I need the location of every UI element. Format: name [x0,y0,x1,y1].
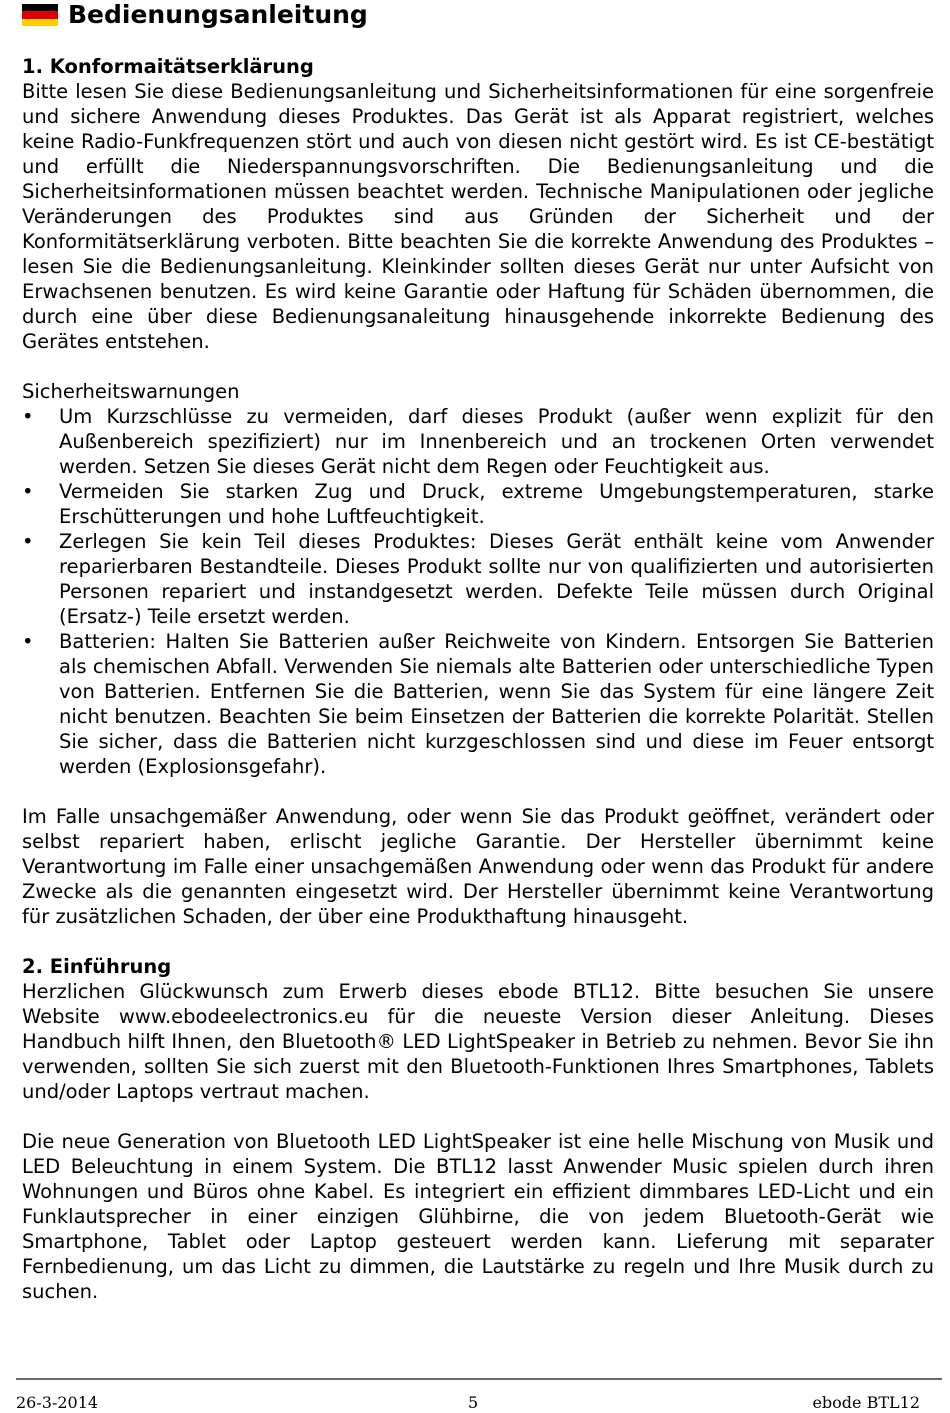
warranty-paragraph: Im Falle unsachgemäßer Anwendung, oder wenn Sie das Produkt geöffnet, verändert oder selbst repariert haben, erlischt jegliche Garantie. Der Hersteller übernimmt keine Verantwortung im Falle einer unsachgemäßen Anwendung oder wenn das Produkt für andere Zwecke als die genannten eingesetzt wird. Der Hersteller übernimmt keine Verantwortung für zusätzlichen Schaden, der über eine Produkthaftung hinausgeht. [22,805,934,928]
flag-stripe-gold [22,19,58,26]
german-flag-icon [22,4,58,26]
warning-item-stress: • Vermeiden Sie starken Zug und Druck, extreme Umgebungstemperaturen, starke Erschütterungen und hohe Luftfeuchtigkeit. [22,479,934,529]
page-footer [16,1393,920,1413]
footer-divider [16,1378,942,1380]
warning-item-batteries: • Batterien: Halten Sie Batterien außer Reichweite von Kindern. Entsorgen Sie Batterien als chemischen Abfall. Verwenden Sie niemals alte Batterien oder unterschiedliche Typen von Batterien. Entfernen Sie die Batterien, wenn Sie das System für eine längere Zeit nicht benutzen. Beachten Sie beim Einsetzen der Batterien die korrekte Polarität. Stellen Sie sicher, dass die Batterien nicht kurzgeschlossen sind und diese im Feuer entsorgt werden (Explosionsgefahr). [22,629,934,779]
product-description-paragraph: Die neue Generation von Bluetooth LED LightSpeaker ist eine helle Mischung von Musik und LED Beleuchtung in einem System. Die BTL12 lasst Anwender Music spielen durch ihren Wohnungen und Büros ohne Kabel. Es integriert ein effizient dimmbares LED-Licht und ein Funklautsprecher in einer einzigen Glühbirne, die von jedem Bluetooth-Gerät wie Smartphone, Tablet oder Laptop gesteuert werden kann. Lieferung mit separater Fernbedienung, um das Licht zu dimmen, die Lautstärke zu regeln und Ihre Musik durch zu suchen. [22,1130,934,1303]
title-row [22,0,934,30]
document-title: Bedienungsanleitung [68,0,368,29]
flag-stripe-black [22,4,58,11]
footer-product-name: ebode BTL12 [812,1393,920,1412]
document-page [22,0,934,1304]
flag-stripe-red [22,11,58,18]
safety-warnings-title: Sicherheitswarnungen [22,380,240,403]
section-heading-introduction: 2. Einführung [22,955,172,978]
introduction-paragraph: Herzlichen Glückwunsch zum Erwerb dieses ebode BTL12. Bitte besuchen Sie unsere Website www.ebodeelectronics.eu für die neueste Version dieser Anleitung. Dieses Handbuch hilft Ihnen, den Bluetooth® LED LightSpeaker in Betrieb zu nehmen. Bevor Sie ihn verwenden, sollten Sie sich zuerst mit den Bluetooth-Funktionen Ihres Smartphones, Tablets und/oder Laptops vertraut machen. [22,980,934,1103]
footer-page-number: 5 [468,1393,479,1412]
section-heading-conformity: 1. Konformaitätserklärung [22,55,314,78]
footer-date: 26-3-2014 [16,1393,99,1412]
warning-item-disassembly: • Zerlegen Sie kein Teil dieses Produktes: Dieses Gerät enthält keine vom Anwender reparierbaren Bestandteile. Dieses Produkt sollte nur von qualifizierten und autorisierten Personen repariert und instandgesetzt werden. Defekte Teile müssen durch Original (Ersatz-) Teile ersetzt werden. [22,529,934,629]
safety-warnings-list [22,404,934,779]
conformity-paragraph: Bitte lesen Sie diese Bedienungsanleitung und Sicherheitsinformationen für eine sorgenfreie und sichere Anwendung dieses Produktes. Das Gerät ist als Apparat registriert, welches keine Radio-Funkfrequenzen stört und auch von diesen nicht gestört wird. Es ist CE-bestätigt und erfüllt die Niederspannungsvorschriften. Die Bedienungsanleitung und die Sicherheitsinformationen müssen beachtet werden. Technische Manipulationen oder jegliche Veränderungen des Produktes sind aus Gründen der Sicherheit und der Konformitätserklärung verboten. Bitte beachten Sie die korrekte Anwendung des Produktes – lesen Sie die Bedienungsanleitung. Kleinkinder sollten dieses Gerät nur unter Aufsicht von Erwachsenen benutzen. Es wird keine Garantie oder Haftung für Schäden übernommen, die durch eine über diese Bedienungsanaleitung hinausgehende inkorrekte Bedienung des Gerätes entstehen. [22,80,934,353]
warning-item-short-circuit: • Um Kurzschlüsse zu vermeiden, darf dieses Produkt (außer wenn explizit für den Außenbereich spezifiziert) nur im Innenbereich und an trockenen Orten verwendet werden. Setzen Sie dieses Gerät nicht dem Regen oder Feuchtigkeit aus. [22,404,934,479]
